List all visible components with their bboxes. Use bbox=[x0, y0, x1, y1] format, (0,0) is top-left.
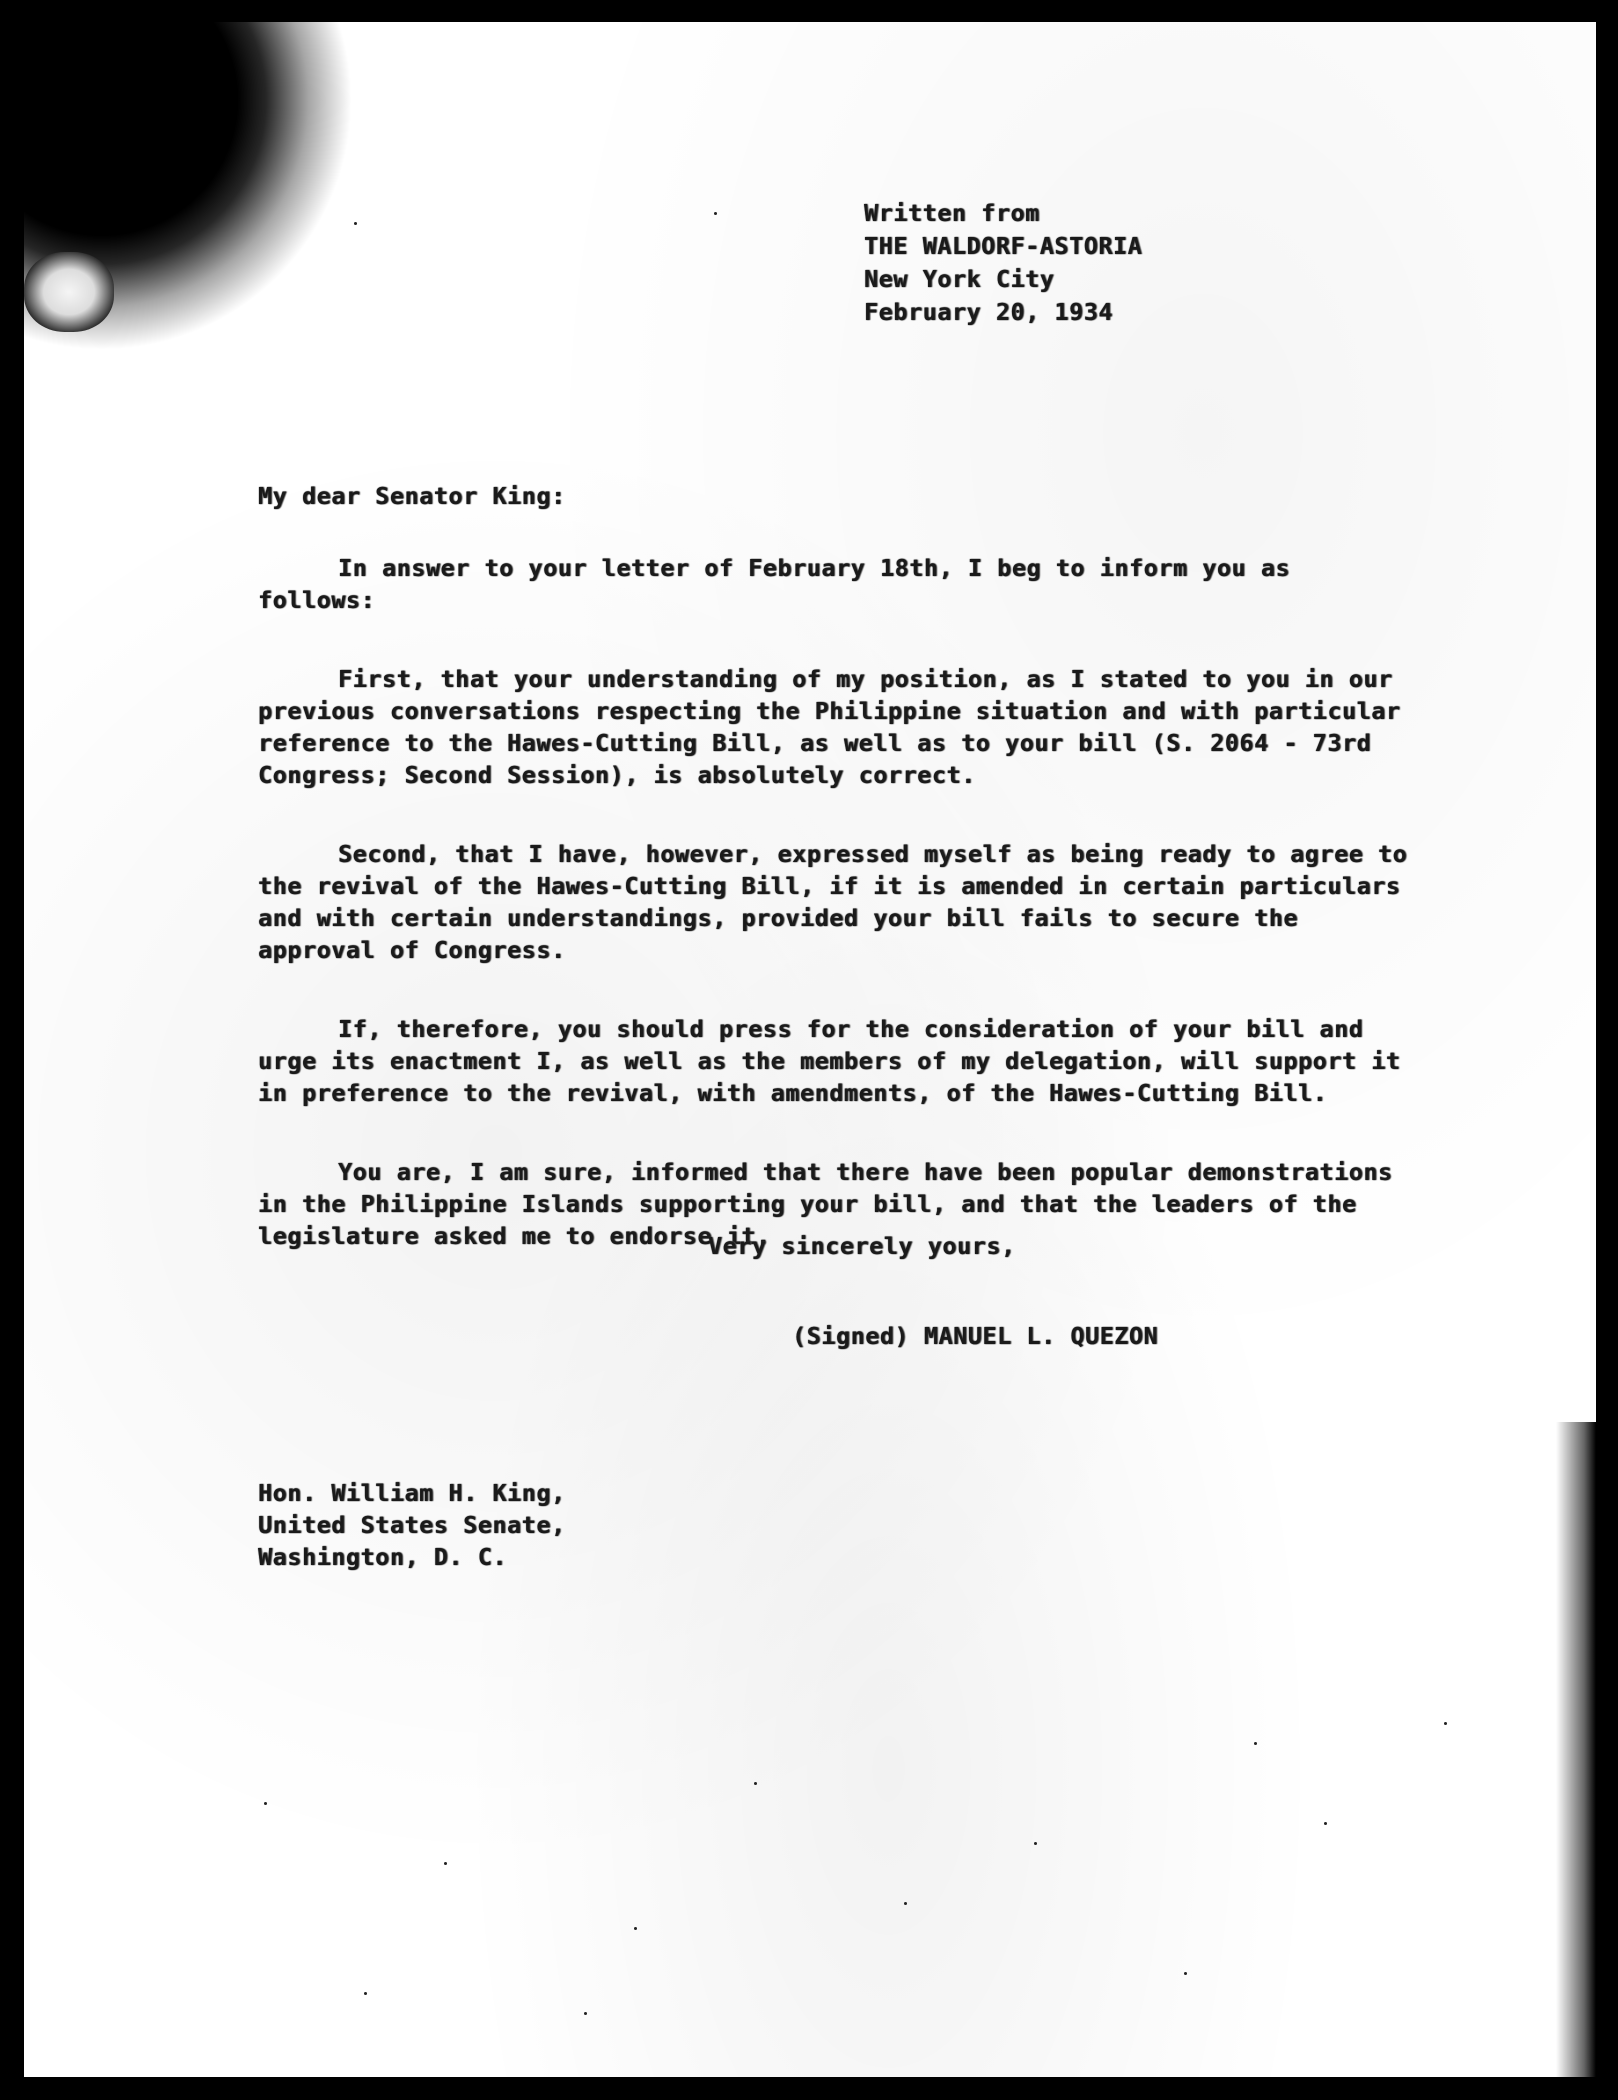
speck bbox=[634, 1927, 637, 1930]
addressee-block bbox=[258, 1477, 566, 1573]
speck bbox=[714, 212, 717, 215]
damaged-edge bbox=[1556, 1422, 1596, 2077]
heading-city: New York City bbox=[864, 265, 1055, 293]
paragraph: You are, I am sure, informed that there have been popular demonstrations in the Philippine Islands supporting your bill, and that the leaders of the legislature asked me to endorse it. bbox=[258, 1158, 1393, 1250]
speck bbox=[904, 1902, 907, 1905]
letter-body bbox=[258, 552, 1418, 1299]
corner-blot bbox=[24, 252, 114, 332]
addressee-name: Hon. William H. King, bbox=[258, 1479, 566, 1507]
speck bbox=[1184, 1972, 1187, 1975]
signature-line: (Signed) MANUEL L. QUEZON bbox=[792, 1322, 1159, 1350]
speck bbox=[1444, 1722, 1447, 1725]
paragraph: Second, that I have, however, expressed myself as being ready to agree to the revival of the Hawes-Cutting Bill, if it is amended in certain particulars and with certain understandings, provided your bill fails to secure the approval of Congress. bbox=[258, 840, 1408, 964]
damaged-corner bbox=[24, 22, 354, 352]
heading-date: February 20, 1934 bbox=[864, 298, 1114, 326]
closing: Very sincerely yours, bbox=[708, 1232, 1016, 1260]
speck bbox=[364, 1992, 367, 1995]
addressee-city: Washington, D. C. bbox=[258, 1543, 508, 1571]
letter-sheet bbox=[24, 22, 1596, 2077]
speck bbox=[354, 222, 357, 225]
speck bbox=[1254, 1742, 1257, 1745]
paragraph: If, therefore, you should press for the consideration of your bill and urge its enactment I, as well as the members of my delegation, will support it in preference to the revival, with amendments, of the Hawes-Cutting Bill. bbox=[258, 1015, 1401, 1107]
speck bbox=[444, 1862, 447, 1865]
paragraph: First, that your understanding of my position, as I stated to you in our previous conversations respecting the Philippine situation and with particular reference to the Hawes-Cutting Bill, as well as to your bill (S. 2064 - 73rd Congress; Second Session), is absolutely correct. bbox=[258, 665, 1401, 789]
salutation: My dear Senator King: bbox=[258, 482, 566, 510]
letter-heading bbox=[864, 197, 1142, 329]
speck bbox=[584, 2012, 587, 2015]
speck bbox=[264, 1802, 267, 1805]
speck bbox=[754, 1782, 757, 1785]
speck bbox=[1034, 1842, 1037, 1845]
addressee-office: United States Senate, bbox=[258, 1511, 566, 1539]
paragraph: In answer to your letter of February 18th, I beg to inform you as follows: bbox=[258, 554, 1291, 614]
speck bbox=[1324, 1822, 1327, 1825]
heading-written-from: Written from bbox=[864, 199, 1040, 227]
heading-hotel: THE WALDORF-ASTORIA bbox=[864, 232, 1143, 260]
